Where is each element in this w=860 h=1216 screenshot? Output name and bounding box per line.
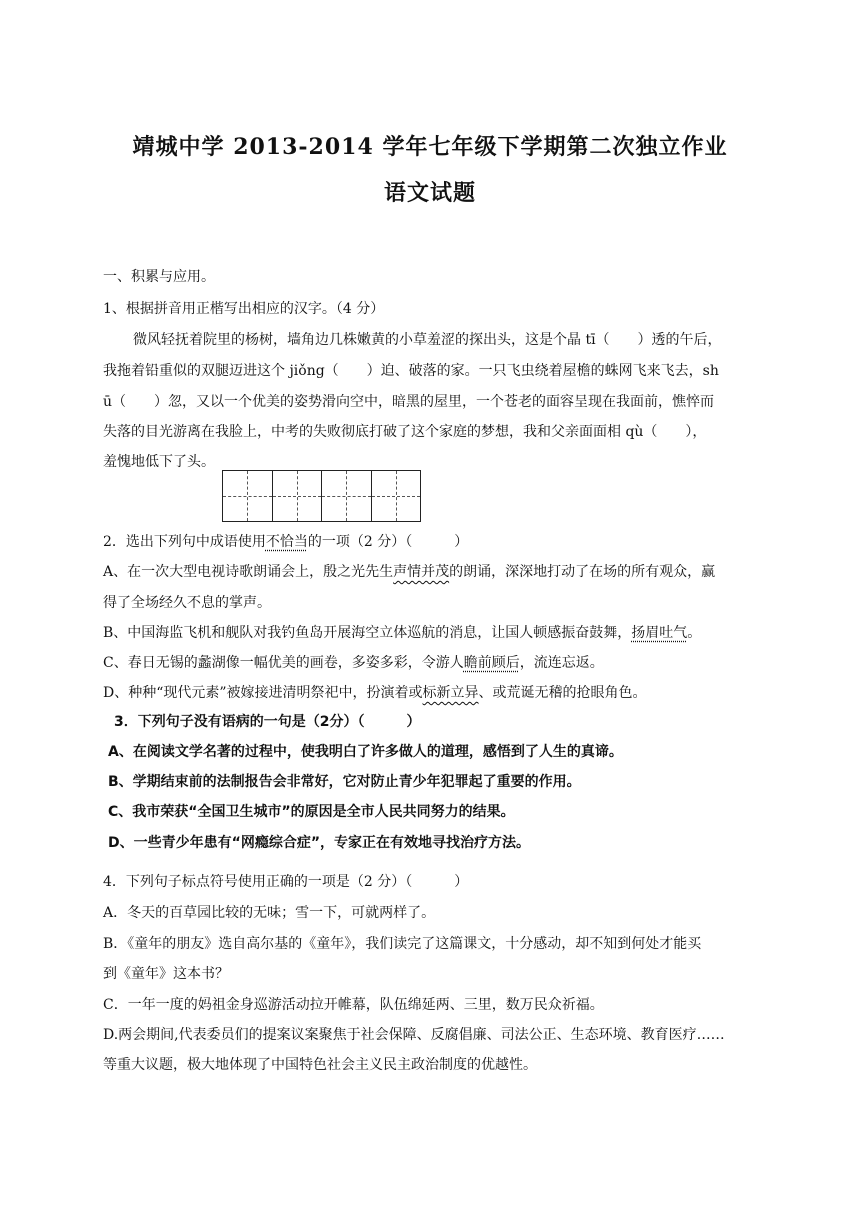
question-4-line: A．冬天的百草园比较的无味；雪一下，可就两样了。 xyxy=(103,905,436,921)
question-1-prompt: 1、根据拼音用正楷写出相应的汉字。（4 分） xyxy=(103,301,385,317)
idiom-underlined: 声情并茂 xyxy=(393,564,450,580)
option-text: 。 xyxy=(687,625,702,641)
question-2-prompt-start: 2．选出下列句中成语使用 xyxy=(103,534,266,550)
emphasis-mark: 不恰当 xyxy=(265,534,308,550)
question-3-option: A、在阅读文学名著的过程中，使我明白了许多做人的道理，感悟到了人生的真谛。 xyxy=(108,744,623,760)
option-a xyxy=(103,563,763,581)
idiom-underlined: 扬眉吐气 xyxy=(631,625,688,641)
option-text: ，流连忘返。 xyxy=(519,655,604,671)
question-3-option: B、学期结束前的法制报告会非常好，它对防止青少年犯罪起了重要的作用。 xyxy=(108,774,581,790)
idiom-underlined: 瞻前顾后 xyxy=(463,655,520,671)
question-4-line: C．一年一度的妈祖金身巡游活动拉开帷幕，队伍绵延两、三里，数万民众祈福。 xyxy=(103,997,604,1013)
option-text: C、春日无锡的蠡湖像一幅优美的画卷，多姿多彩，令游人 xyxy=(103,655,464,671)
option-a-continued: 得了全场经久不息的掌声。 xyxy=(103,595,271,611)
question-3-option: C、我市荣获“全国卫生城市”的原因是全市人民共同努力的结果。 xyxy=(108,804,515,820)
question-1-text-line: ū（ ）忽，又以一个优美的姿势滑向空中，暗黑的屋里，一个苍老的面容呈现在我面前，憔悴而 xyxy=(103,394,715,410)
question-3-option: D、一些青少年患有“网瘾综合症”，专家正在有效地寻找治疗方法。 xyxy=(108,835,531,851)
question-4-prompt: 4．下列句子标点符号使用正确的一项是（2 分）（ ） xyxy=(103,874,469,890)
question-1-text-line: 羞愧地低下了头。 xyxy=(103,454,215,470)
question-1-text-line: 失落的目光游离在我脸上，中考的失败彻底打破了这个家庭的梦想，我和父亲面面相 qù（ ）， xyxy=(103,424,707,440)
question-2-prompt-end: 的一项（2 分）（ ） xyxy=(307,534,469,550)
question-4-line: B．《童年的朋友》选自高尔基的《童年》，我们读完了这篇课文，十分感动，却不知到何处才能买 xyxy=(103,936,702,952)
question-3-prompt: 3．下列句子没有语病的一句是（2分）（ ） xyxy=(114,714,421,730)
answer-cell[interactable] xyxy=(322,471,372,521)
answer-cell[interactable] xyxy=(273,471,323,521)
option-c xyxy=(103,654,763,672)
option-b xyxy=(103,624,763,642)
question-4-line: D.两会期间,代表委员们的提案议案聚焦于社会保障、反腐倡廉、司法公正、生态环境、教育医疗…… xyxy=(103,1027,725,1043)
option-text: D、种种“现代元素”被嫁接进清明祭祀中，扮演着或 xyxy=(103,685,423,701)
answer-cell[interactable] xyxy=(223,471,273,521)
question-1-text-line: 我拖着铅重似的双腿迈进这个 jiǒng（ ）迫、破落的家。一只飞虫绕着屋檐的蛛网飞来飞去，sh xyxy=(103,363,719,379)
answer-grid xyxy=(222,470,421,522)
option-text: 、或荒诞无稽的抢眼角色。 xyxy=(478,685,647,701)
section-heading: 一、积累与应用。 xyxy=(103,269,215,285)
question-1-text-line: 微风轻抚着院里的杨树，墙角边几株嫩黄的小草羞涩的探出头，这是个晶 tī（ ）透的午后， xyxy=(133,332,722,348)
page-title: 靖城中学 2013-2014 学年七年级下学期第二次独立作业 xyxy=(132,134,728,160)
option-text: B、中国海监飞机和舰队对我钓鱼岛开展海空立体巡航的消息，让国人顿感振奋鼓舞， xyxy=(103,625,632,641)
question-2-prompt xyxy=(103,533,763,551)
idiom-underlined: 标新立异 xyxy=(422,685,479,701)
question-4-line: 等重大议题，极大地体现了中国特色社会主义民主政治制度的优越性。 xyxy=(103,1057,537,1073)
answer-cell[interactable] xyxy=(372,471,421,521)
page-subtitle: 语文试题 xyxy=(383,180,476,206)
option-d xyxy=(103,684,763,702)
option-text: A、在一次大型电视诗歌朗诵会上，殷之光先生 xyxy=(103,564,394,580)
question-4-line: 到《童年》这本书？ xyxy=(103,966,229,982)
option-text: 的朗诵，深深地打动了在场的所有观众，赢 xyxy=(449,564,716,580)
